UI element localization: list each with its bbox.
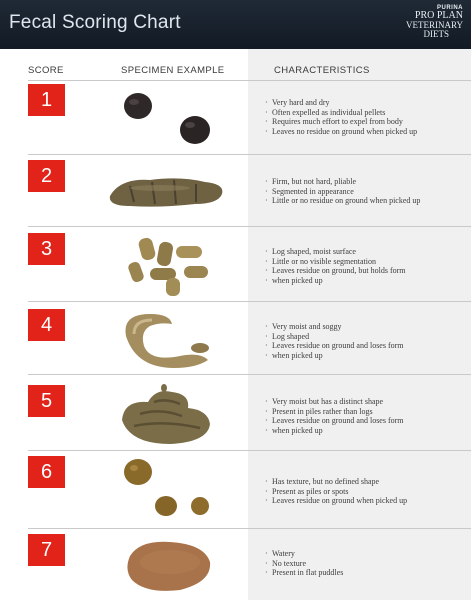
characteristic-item: · Leaves residue on ground, but holds form [264,266,464,276]
characteristic-item: · Leaves residue on ground and loses form [264,416,464,426]
score-badge: 4 [28,309,65,341]
row-divider [28,226,471,227]
characteristic-item: · Very moist and soggy [264,322,464,332]
characteristic-item: · Present as piles or spots [264,487,464,497]
specimen-image-score-6 [100,456,235,526]
page-title: Fecal Scoring Chart [9,12,181,33]
row-divider [28,301,471,302]
header-bar [0,0,471,49]
characteristics-list-score-7 [264,549,464,578]
characteristic-item: · Firm, but not hard, pliable [264,177,464,187]
characteristics-list-score-3 [264,247,464,285]
characteristic-item: · when picked up [264,351,464,361]
logo-line-3: VETERINARY [406,20,463,30]
characteristic-item: · Segmented in appearance [264,187,464,197]
characteristic-item: · Leaves residue on ground and loses form [264,341,464,351]
characteristic-item: · when picked up [264,276,464,286]
score-badge: 1 [28,84,65,116]
specimen-image-score-4 [100,306,235,376]
score-badge: 2 [28,160,65,192]
logo-line-4: DIETS [423,29,449,39]
specimen-image-score-1 [100,84,235,154]
logo-line-2: PRO PLAN [414,10,463,21]
characteristic-item: · when picked up [264,426,464,436]
characteristic-item: · Often expelled as individual pellets [264,108,464,118]
specimen-column-header: SPECIMEN EXAMPLE [121,65,225,76]
characteristics-list-score-1 [264,98,464,136]
characteristic-item: · No texture [264,559,464,569]
characteristic-item: · Very moist but has a distinct shape [264,397,464,407]
score-badge: 5 [28,385,65,417]
characteristic-item: · Present in piles rather than logs [264,407,464,417]
score-badge: 3 [28,233,65,265]
row-divider [28,154,471,155]
characteristic-item: · Leaves residue on ground when picked up [264,496,464,506]
row-divider [28,528,471,529]
characteristics-list-score-2 [264,177,464,206]
row-divider [28,374,471,375]
characteristics-column-header: CHARACTERISTICS [274,65,370,76]
score-badge: 7 [28,534,65,566]
specimen-image-score-2 [100,158,235,228]
characteristic-item: · Requires much effort to expel from body [264,117,464,127]
score-column-header: SCORE [28,65,64,76]
characteristic-item: · Log shaped, moist surface [264,247,464,257]
characteristic-item: · Log shaped [264,332,464,342]
characteristic-item: · Watery [264,549,464,559]
logo-line-1: PURINA [436,5,463,11]
characteristic-item: · Little or no visible segmentation [264,257,464,267]
specimen-image-score-7 [100,532,235,600]
brand-logo [399,5,463,39]
characteristic-item: · Leaves no residue on ground when picked up [264,127,464,137]
row-divider [28,450,471,451]
characteristic-item: · Very hard and dry [264,98,464,108]
characteristics-list-score-6 [264,477,464,506]
characteristics-list-score-4 [264,322,464,360]
specimen-image-score-5 [100,380,235,450]
specimen-image-score-3 [100,232,235,302]
characteristic-item: · Little or no residue on ground when picked up [264,196,464,206]
score-badge: 6 [28,456,65,488]
characteristic-item: · Present in flat puddles [264,568,464,578]
characteristic-item: · Has texture, but no defined shape [264,477,464,487]
row-divider [28,80,471,81]
characteristics-list-score-5 [264,397,464,435]
